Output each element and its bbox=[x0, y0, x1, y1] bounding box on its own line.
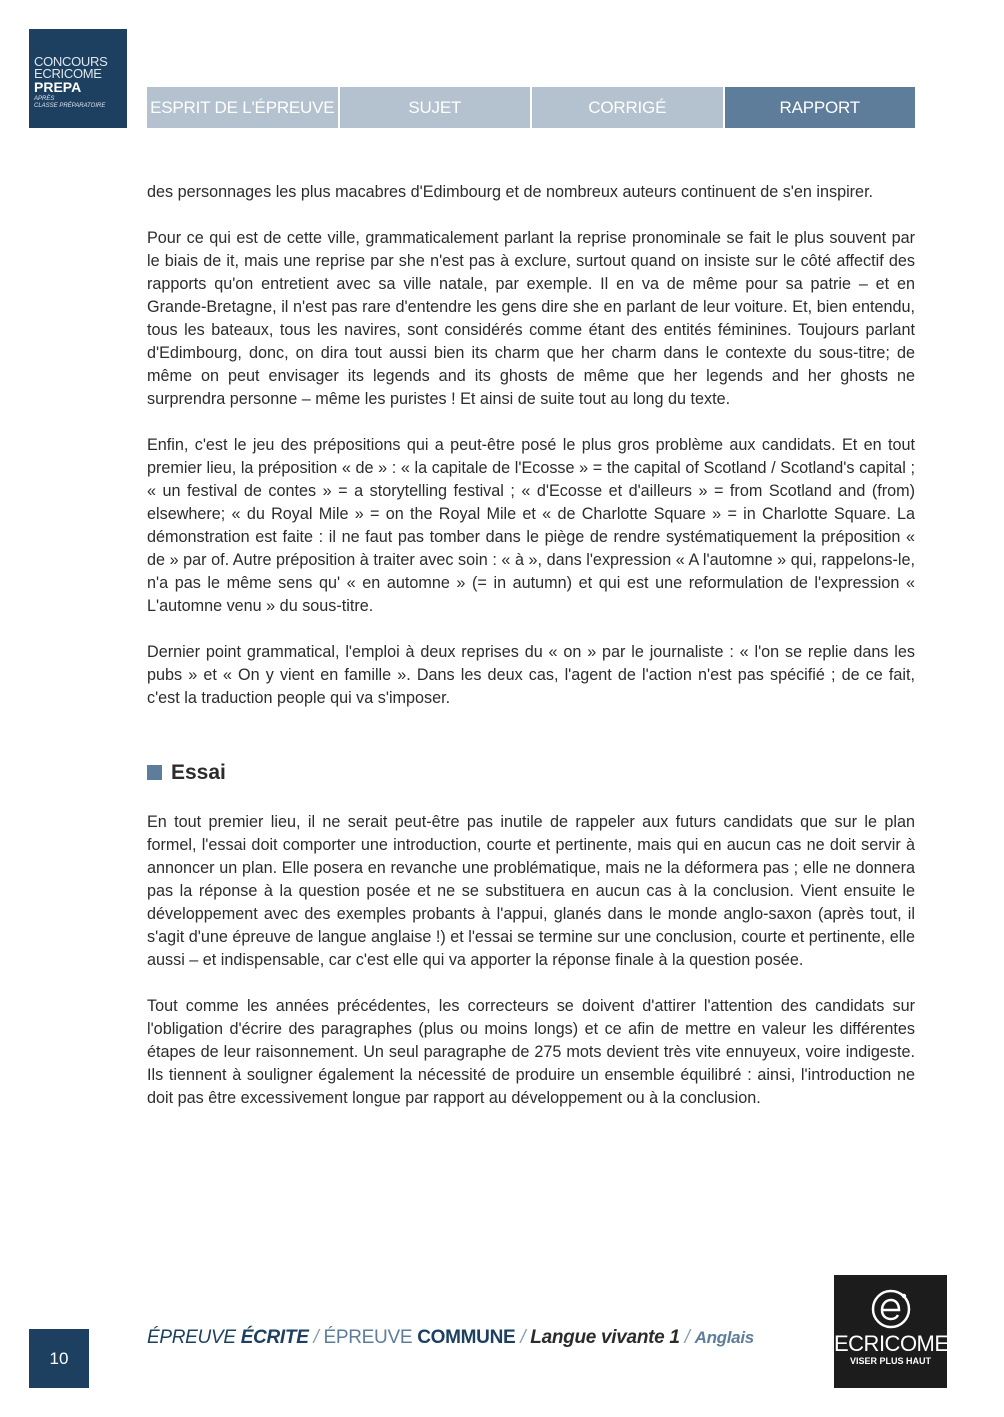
ecricome-e-icon bbox=[869, 1287, 913, 1331]
brand-name: ECRICOME bbox=[834, 1331, 949, 1356]
paragraph: Tout comme les années précédentes, les correcteurs se doivent d'attirer l'attention des candidats sur l'obligation d'écrire des paragraphes (plus ou moins longs) et ce afin de mettre en valeur les différentes étapes de leur raisonnement. Un seul paragraphe de 275 mots devient très vite ennuyeux, voire indigeste. Ils tiennent à souligner également la nécessité de produire un ensemble équilibré : ainsi, l'introduction ne doit pas être excessivement longue par rapport au développement ou à la conclusion. bbox=[147, 997, 915, 1107]
ecricome-brand-logo bbox=[834, 1275, 947, 1388]
section-tabs bbox=[147, 87, 915, 128]
paragraph: des personnages les plus macabres d'Edimbourg et de nombreux auteurs continuent de s'en inspirer. bbox=[147, 183, 874, 201]
concours-logo bbox=[29, 29, 127, 128]
square-bullet-icon bbox=[147, 765, 162, 780]
section-heading-label: Essai bbox=[171, 760, 226, 784]
tab-sujet[interactable]: SUJET bbox=[340, 87, 533, 128]
paragraph: En tout premier lieu, il ne serait peut-être pas inutile de rappeler aux futurs candidats que sur le plan formel, l'essai doit comporter une introduction, courte et pertinente, mais qui en aucun cas ne doit servir à annoncer un plan. Elle posera en revanche une problématique, mais ne la déformera pas ; elle ne donnera pas la réponse à la question posée et ne se substituera en aucun cas à la conclusion. Vient ensuite le développement avec des exemples probants à l'appui, glanés dans le monde anglo-saxon (après tout, il s'agit d'une épreuve de langue anglaise !) et l'essai se termine sur une conclusion, courte et pertinente, elle aussi – et indispensable, car c'est elle qui va apporter la réponse finale à la question posée. bbox=[147, 813, 915, 969]
tab-rapport[interactable]: RAPPORT bbox=[725, 87, 916, 128]
footer-langue: Langue vivante 1 bbox=[530, 1327, 680, 1348]
tab-corrige[interactable]: CORRIGÉ bbox=[532, 87, 725, 128]
brand-tagline: VISER PLUS HAUT bbox=[849, 1356, 931, 1366]
report-body bbox=[147, 181, 915, 1110]
footer-separator: / bbox=[308, 1327, 324, 1348]
footer-separator: / bbox=[679, 1327, 695, 1348]
footer-title bbox=[147, 1327, 754, 1349]
footer-epreuve-2: ÉPREUVE bbox=[323, 1327, 418, 1348]
logo-line-concours: CONCOURS bbox=[34, 54, 108, 69]
logo-line-prepa: PREPA bbox=[34, 79, 82, 95]
paragraph: Pour ce qui est de cette ville, grammaticalement parlant la reprise pronominale se fait le plus souvent par le biais de it, mais une reprise par she n'est pas à exclure, surtout quand on insiste sur le côté affectif des rapports qu'on entretient avec sa ville natale, par exemple. Il en va de même pour sa patrie – et en Grande-Bretagne, il n'est pas rare d'entendre les gens dire she en parlant de leur voiture. Et, bien entendu, tous les bateaux, tous les navires, sont considérés comme étant des entités féminines. Toujours parlant d'Edimbourg, donc, on dira tout aussi bien its charm que her charm dans le contexte du sous-titre; de même on peut envisager its legends and its ghosts de même que her legends and her ghosts ne surprendra personne – même les puristes ! Et ainsi de suite tout au long du texte. bbox=[147, 229, 915, 408]
tab-esprit-epreuve[interactable]: ESPRIT DE L'ÉPREUVE bbox=[147, 87, 340, 128]
footer-commune: COMMUNE bbox=[417, 1327, 516, 1348]
page-number: 10 bbox=[29, 1329, 89, 1388]
footer-ecrite: ÉCRITE bbox=[240, 1327, 309, 1348]
paragraph: Enfin, c'est le jeu des prépositions qui a peut-être posé le plus gros problème aux candidats. Et en tout premier lieu, la préposition « de » : « la capitale de l'Ecosse » = the capital of Scotland / Scotland's capital ; « un festival de contes » = a storytelling festival ; « d'Ecosse et d'ailleurs » = from Scotland and (from) elsewhere; « du Royal Mile » = on the Royal Mile et « de Charlotte Square » = in Charlotte Square. La démonstration est faite : il ne faut pas tomber dans le piège de rendre systématiquement la préposition « de » par of. Autre préposition à traiter avec soin : « à », dans l'expression « A l'automne » qui, rappelons-le, n'a pas le même sens qu' « en automne » (= in autumn) et qui est une reformulation de l'expression « L'automne venu » du sous-titre. bbox=[147, 436, 915, 615]
logo-line-classe: CLASSE PRÉPARATOIRE bbox=[34, 103, 106, 109]
footer-epreuve: ÉPREUVE bbox=[147, 1327, 241, 1348]
logo-line-ecricome: ECRICOME bbox=[34, 66, 102, 81]
section-heading-essai bbox=[147, 756, 915, 788]
paragraph: Dernier point grammatical, l'emploi à deux reprises du « on » par le journaliste : « l'on se replie dans les pubs » et « On y vient en famille ». Dans les deux cas, l'agent de l'action n'est pas spécifié ; de ce fait, c'est la traduction people qui va s'imposer. bbox=[147, 643, 915, 707]
footer-anglais: Anglais bbox=[694, 1328, 754, 1347]
logo-line-apres: APRÈS bbox=[34, 96, 55, 102]
footer-separator: / bbox=[515, 1327, 531, 1348]
